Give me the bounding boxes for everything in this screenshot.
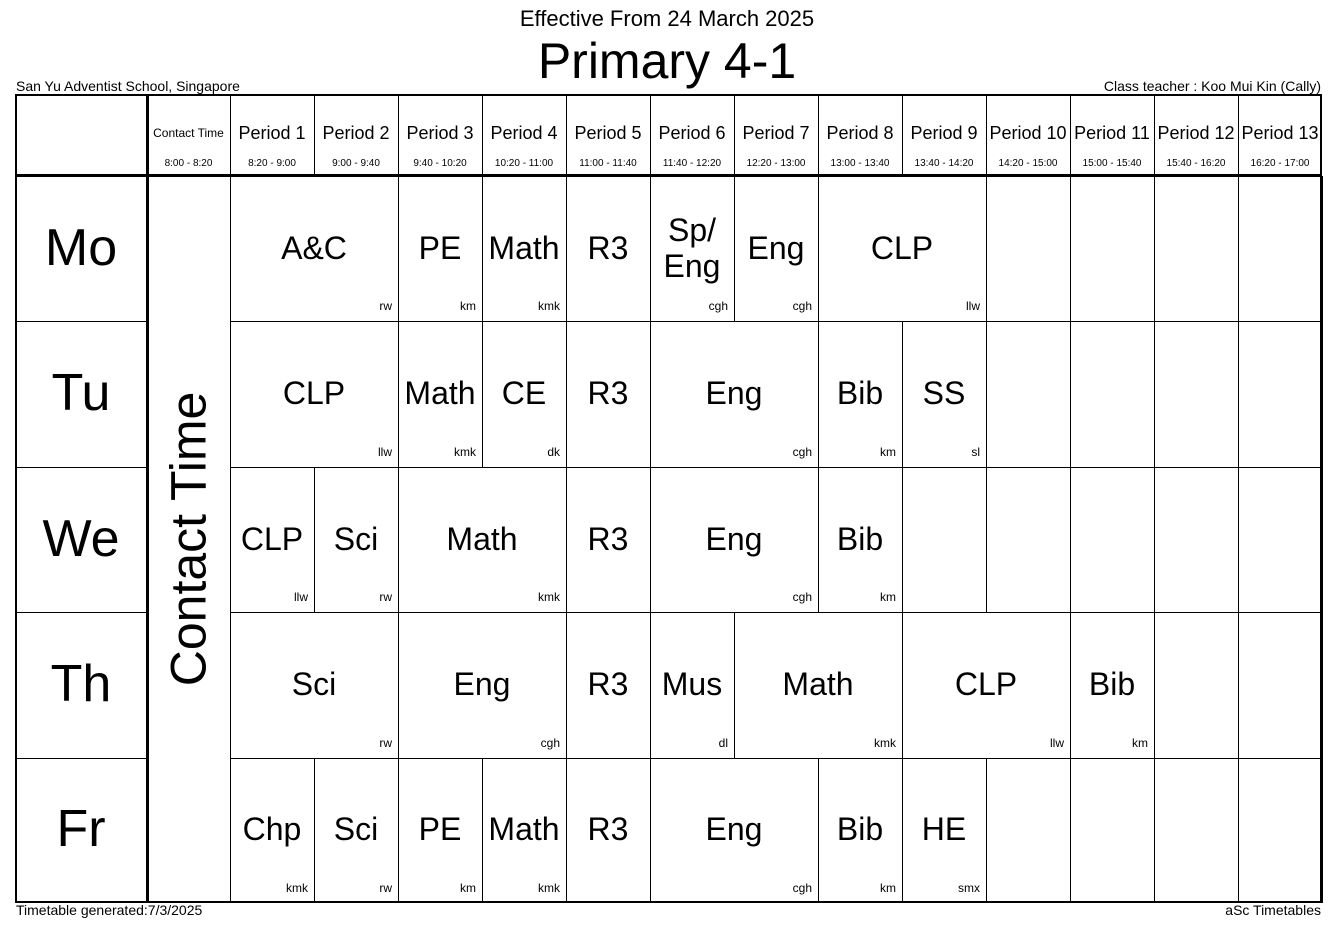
day-label: Th	[50, 654, 112, 713]
lesson-cell	[818, 467, 902, 612]
lesson-subject: CLP	[282, 375, 346, 412]
lesson-subject	[1070, 321, 1154, 466]
lesson-subject: Math	[404, 375, 476, 412]
lesson-subject: Bib	[836, 375, 884, 412]
page-title: Primary 4-1	[537, 33, 797, 89]
lesson-teacher: cgh	[792, 444, 812, 459]
lesson-cell	[566, 467, 650, 612]
empty-cell	[1070, 176, 1154, 321]
period-name: Period 5	[574, 123, 642, 143]
cell-border	[1322, 758, 1323, 903]
lesson-cell	[482, 321, 566, 466]
lesson-subject	[986, 321, 1070, 466]
lesson-teacher: cgh	[792, 880, 812, 895]
period-header	[1154, 94, 1238, 176]
period-name: Period 4	[490, 123, 558, 143]
generated-date: Timetable generated:7/3/2025	[16, 902, 203, 918]
lesson-subject	[1238, 467, 1322, 612]
empty-cell	[1070, 758, 1154, 903]
lesson-teacher: cgh	[708, 299, 728, 314]
lesson-subject: Math	[488, 811, 560, 848]
lesson-subject: Math	[782, 665, 854, 702]
lesson-cell	[398, 176, 482, 321]
lesson-teacher: llw	[294, 590, 308, 605]
lesson-teacher: km	[880, 444, 896, 459]
lesson-cell	[566, 176, 650, 321]
period-time: 12:20 - 13:00	[746, 158, 806, 169]
lesson-subject: R3	[587, 811, 629, 848]
empty-cell	[986, 176, 1070, 321]
lesson-subject: Eng	[453, 665, 511, 702]
period-name: Period 7	[742, 123, 810, 143]
lesson-subject: R3	[587, 520, 629, 557]
lesson-cell	[650, 612, 734, 757]
lesson-cell	[650, 321, 818, 466]
lesson-teacher: kmk	[286, 880, 308, 895]
period-header	[986, 94, 1070, 176]
lesson-subject	[1154, 467, 1238, 612]
lesson-subject	[1154, 176, 1238, 321]
lesson-subject	[1238, 612, 1322, 757]
period-time: 9:00 - 9:40	[332, 158, 380, 169]
empty-cell	[1238, 176, 1322, 321]
lesson-teacher: rw	[379, 299, 392, 314]
lesson-teacher: kmk	[538, 880, 560, 895]
period-name: Period 1	[238, 123, 306, 143]
period-time: 8:20 - 9:00	[248, 158, 296, 169]
period-time: 15:00 - 15:40	[1082, 158, 1142, 169]
lesson-subject: R3	[587, 229, 629, 266]
lesson-cell	[650, 467, 818, 612]
period-time: 13:40 - 14:20	[914, 158, 974, 169]
day-label: Fr	[56, 800, 106, 859]
class-teacher: Class teacher : Koo Mui Kin (Cally)	[1103, 78, 1321, 94]
lesson-subject	[1154, 321, 1238, 466]
grid-line	[15, 467, 147, 468]
lesson-subject: Eng	[705, 811, 763, 848]
lesson-cell	[818, 758, 902, 903]
lesson-subject	[1238, 758, 1322, 903]
period-time: 14:20 - 15:00	[998, 158, 1058, 169]
lesson-subject: R3	[587, 375, 629, 412]
lesson-cell	[902, 321, 986, 466]
empty-cell	[1154, 321, 1238, 466]
period-time: 11:00 - 11:40	[579, 158, 637, 169]
day-label: Mo	[44, 218, 118, 277]
lesson-subject	[902, 467, 986, 612]
lesson-subject: PE	[418, 229, 462, 266]
lesson-subject	[986, 176, 1070, 321]
period-header	[734, 94, 818, 176]
lesson-teacher: cgh	[792, 299, 812, 314]
lesson-subject: CLP	[240, 520, 304, 557]
lesson-subject	[1070, 758, 1154, 903]
period-header	[650, 94, 734, 176]
period-header	[902, 94, 986, 176]
lesson-teacher: smx	[958, 880, 980, 895]
lesson-subject: PE	[418, 811, 462, 848]
lesson-subject: Math	[488, 229, 560, 266]
period-name: Period 11	[1074, 123, 1150, 143]
lesson-cell	[818, 176, 986, 321]
lesson-subject	[1154, 758, 1238, 903]
lesson-subject	[1070, 176, 1154, 321]
lesson-teacher: cgh	[540, 735, 560, 750]
lesson-subject: Mus	[661, 665, 723, 702]
lesson-subject: Eng	[705, 375, 763, 412]
empty-cell	[986, 467, 1070, 612]
lesson-teacher: llw	[1050, 735, 1064, 750]
period-name: Period 12	[1157, 123, 1235, 143]
lesson-cell	[230, 321, 398, 466]
lesson-subject: Math	[446, 520, 518, 557]
period-time: 11:40 - 12:20	[662, 158, 722, 169]
empty-cell	[1238, 321, 1322, 466]
lesson-subject: HE	[921, 811, 967, 848]
lesson-subject: R3	[587, 665, 629, 702]
lesson-cell	[314, 758, 398, 903]
lesson-teacher: km	[880, 880, 896, 895]
period-header	[314, 94, 398, 176]
lesson-subject: Bib	[1088, 665, 1136, 702]
period-name: Period 3	[406, 123, 474, 143]
period-time: 13:00 - 13:40	[830, 158, 890, 169]
lesson-cell	[902, 612, 1070, 757]
lesson-teacher: rw	[379, 735, 392, 750]
lesson-subject	[986, 758, 1070, 903]
empty-cell	[986, 758, 1070, 903]
lesson-teacher: rw	[379, 880, 392, 895]
empty-cell	[986, 321, 1070, 466]
lesson-cell	[818, 321, 902, 466]
software-credit: aSc Timetables	[1225, 902, 1321, 918]
lesson-cell	[566, 321, 650, 466]
cell-border	[1322, 467, 1323, 612]
empty-cell	[1070, 467, 1154, 612]
empty-cell	[1070, 321, 1154, 466]
lesson-teacher: kmk	[538, 590, 560, 605]
lesson-cell	[398, 467, 566, 612]
day-label: We	[42, 509, 120, 568]
lesson-cell	[230, 467, 314, 612]
period-name: Period 6	[658, 123, 726, 143]
lesson-subject: Sci	[333, 811, 379, 848]
lesson-cell	[566, 612, 650, 757]
lesson-cell	[398, 758, 482, 903]
lesson-cell	[1070, 612, 1154, 757]
lesson-subject	[986, 467, 1070, 612]
period-header	[818, 94, 902, 176]
empty-cell	[1238, 612, 1322, 757]
empty-cell	[1154, 612, 1238, 757]
lesson-subject: Sci	[333, 520, 379, 557]
lesson-cell	[230, 612, 398, 757]
period-name: Period 2	[322, 123, 390, 143]
period-name: Period 13	[1241, 123, 1319, 143]
contact-time-label: Contact Time	[153, 126, 224, 140]
period-header	[398, 94, 482, 176]
lesson-cell	[230, 176, 398, 321]
lesson-cell	[566, 758, 650, 903]
period-name: Period 10	[989, 123, 1067, 143]
lesson-teacher: dk	[547, 444, 560, 459]
contact-time-time: 8:00 - 8:20	[164, 158, 213, 169]
lesson-subject: Bib	[836, 811, 884, 848]
lesson-cell	[314, 467, 398, 612]
lesson-subject: Sci	[291, 665, 337, 702]
period-name: Period 9	[910, 123, 978, 143]
lesson-teacher: km	[460, 880, 476, 895]
lesson-subject	[1238, 321, 1322, 466]
lesson-teacher: sl	[971, 444, 980, 459]
cell-border	[1322, 176, 1323, 321]
lesson-subject: Eng	[747, 229, 805, 266]
contact-time-column	[147, 176, 230, 901]
lesson-subject: Bib	[836, 520, 884, 557]
contact-time-vertical-label: Contact Time	[160, 391, 217, 686]
lesson-cell	[398, 612, 566, 757]
lesson-teacher: km	[880, 590, 896, 605]
lesson-teacher: llw	[378, 444, 392, 459]
lesson-cell	[650, 176, 734, 321]
cell-border	[1322, 321, 1323, 466]
period-time: 15:40 - 16:20	[1166, 158, 1226, 169]
lesson-subject	[1070, 467, 1154, 612]
empty-cell	[902, 467, 986, 612]
lesson-teacher: kmk	[874, 735, 896, 750]
period-header	[1070, 94, 1154, 176]
period-time: 10:20 - 11:00	[494, 158, 554, 169]
lesson-teacher: dl	[718, 735, 728, 750]
header-contact-time	[147, 94, 230, 176]
effective-date: Effective From 24 March 2025	[519, 6, 815, 31]
school-name: San Yu Adventist School, Singapore	[16, 78, 240, 94]
empty-cell	[1238, 758, 1322, 903]
lesson-subject: Chp	[242, 811, 302, 848]
empty-cell	[1154, 758, 1238, 903]
period-name: Period 8	[826, 123, 894, 143]
period-header	[230, 94, 314, 176]
lesson-subject	[1154, 612, 1238, 757]
grid-line	[15, 321, 147, 322]
lesson-cell	[650, 758, 818, 903]
lesson-cell	[482, 758, 566, 903]
grid-line	[15, 758, 147, 759]
lesson-subject	[1238, 176, 1322, 321]
empty-cell	[1154, 467, 1238, 612]
lesson-cell	[734, 176, 818, 321]
lesson-subject: CLP	[870, 229, 934, 266]
lesson-cell	[734, 612, 902, 757]
lesson-cell	[398, 321, 482, 466]
lesson-cell	[482, 176, 566, 321]
period-time: 9:40 - 10:20	[413, 158, 467, 169]
lesson-cell	[902, 758, 986, 903]
lesson-teacher: kmk	[538, 299, 560, 314]
grid-line	[15, 612, 147, 613]
lesson-teacher: cgh	[792, 590, 812, 605]
lesson-subject: SS	[922, 375, 966, 412]
empty-cell	[1154, 176, 1238, 321]
lesson-teacher: kmk	[454, 444, 476, 459]
lesson-subject: CE	[501, 375, 547, 412]
lesson-subject: CLP	[954, 665, 1018, 702]
period-header	[566, 94, 650, 176]
lesson-teacher: llw	[966, 299, 980, 314]
lesson-cell	[230, 758, 314, 903]
period-header	[482, 94, 566, 176]
lesson-teacher: km	[1132, 735, 1148, 750]
day-label: Tu	[51, 364, 111, 423]
lesson-subject: Sp/ Eng	[663, 211, 721, 284]
lesson-teacher: km	[460, 299, 476, 314]
lesson-subject: A&C	[281, 229, 347, 266]
period-time: 16:20 - 17:00	[1250, 158, 1310, 169]
cell-border	[1322, 612, 1323, 757]
empty-cell	[1238, 467, 1322, 612]
lesson-teacher: rw	[379, 590, 392, 605]
lesson-subject: Eng	[705, 520, 763, 557]
period-header	[1238, 94, 1322, 176]
